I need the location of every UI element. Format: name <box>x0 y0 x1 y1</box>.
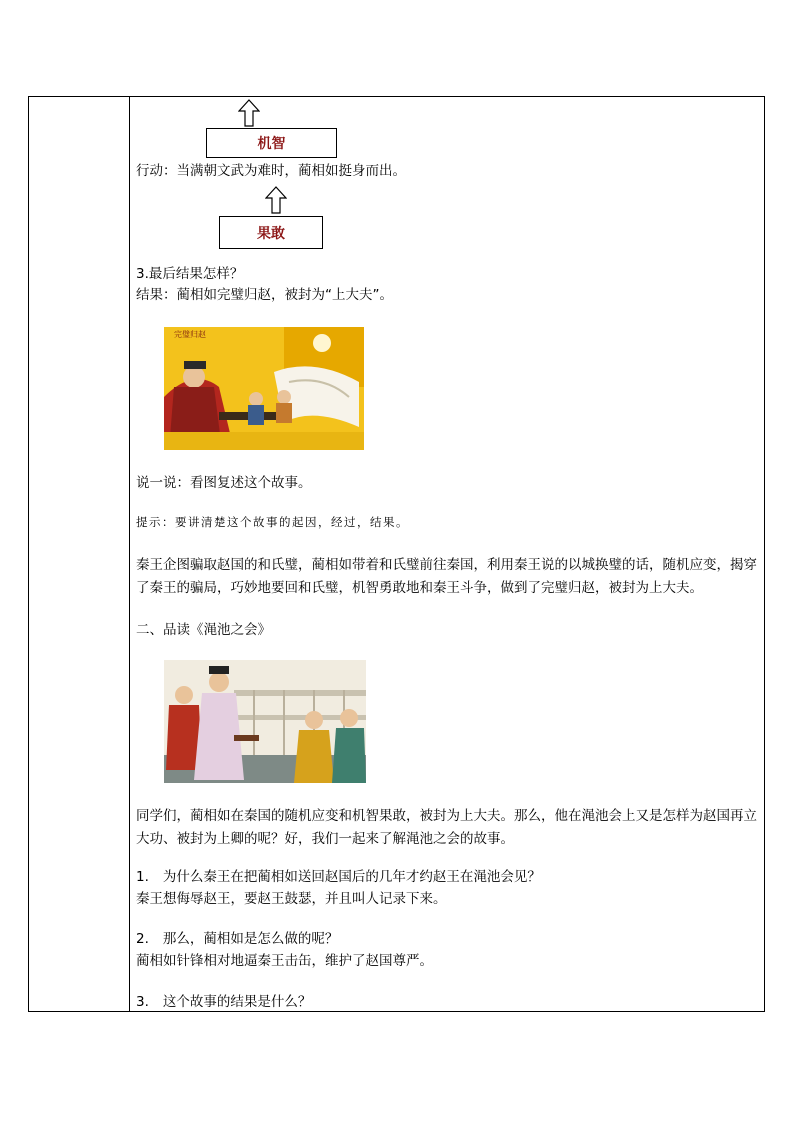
intro-paragraph: 同学们，蔺相如在秦国的随机应变和机智果敢，被封为上大夫。那么，他在渑池会上又是怎样为赵国再立大功、被封为上卿的呢？好，我们一起来了解渑池之会的故事。 <box>136 808 757 847</box>
question-2 <box>136 930 338 948</box>
trait-box-decisive: 果敢 <box>219 216 323 249</box>
image-caption: 完璧归赵 <box>174 330 206 339</box>
action-text: 行动：当满朝文武为难时，蔺相如挺身而出。 <box>136 163 406 179</box>
painting-mianchi-meeting <box>164 660 366 783</box>
question-text: 为什么秦王在把蔺相如送回赵国后的几年才约赵王在渑池会见？ <box>162 869 541 885</box>
mianchi-meeting-image <box>164 660 366 783</box>
hint-text: 提示：要讲清楚这个故事的起因，经过，结果。 <box>136 515 409 529</box>
lesson-table <box>28 96 765 1012</box>
question-text: 那么，蔺相如是怎么做的呢？ <box>162 931 339 947</box>
question-3 <box>136 993 311 1011</box>
trait-box-wisdom: 机智 <box>206 128 337 158</box>
up-arrow-icon <box>238 99 260 127</box>
question-text: 这个故事的结果是什么？ <box>162 994 312 1010</box>
answer-1: 秦王想侮辱赵王，要赵王鼓瑟，并且叫人记录下来。 <box>136 891 447 907</box>
question-3-heading: 3.最后结果怎样？ <box>136 266 244 282</box>
story-summary: 秦王企图骗取赵国的和氏璧，蔺相如带着和氏璧前往秦国，利用秦王说的以城换璧的话，随机应变，揭穿了秦王的骗局，巧妙地要回和氏璧，机智勇敢地和秦王斗争，做到了完璧归赵，被封为上大夫。 <box>136 557 757 596</box>
question-number: 2. <box>136 931 149 947</box>
content-cell <box>136 97 764 1011</box>
column-divider <box>129 97 130 1011</box>
say-prompt: 说一说：看图复述这个故事。 <box>136 475 312 491</box>
answer-2: 蔺相如针锋相对地逼秦王击缶，维护了赵国尊严。 <box>136 953 433 969</box>
section-2-heading: 二、品读《渑池之会》 <box>136 622 271 638</box>
up-arrow-icon <box>265 186 287 214</box>
painting-wanbi-guizhao <box>164 327 364 450</box>
question-number: 1. <box>136 869 149 885</box>
wanbi-guizhao-image <box>164 327 364 450</box>
result-text: 结果：蔺相如完璧归赵，被封为“上大夫”。 <box>136 287 393 303</box>
question-1 <box>136 868 541 886</box>
question-number: 3. <box>136 994 149 1010</box>
